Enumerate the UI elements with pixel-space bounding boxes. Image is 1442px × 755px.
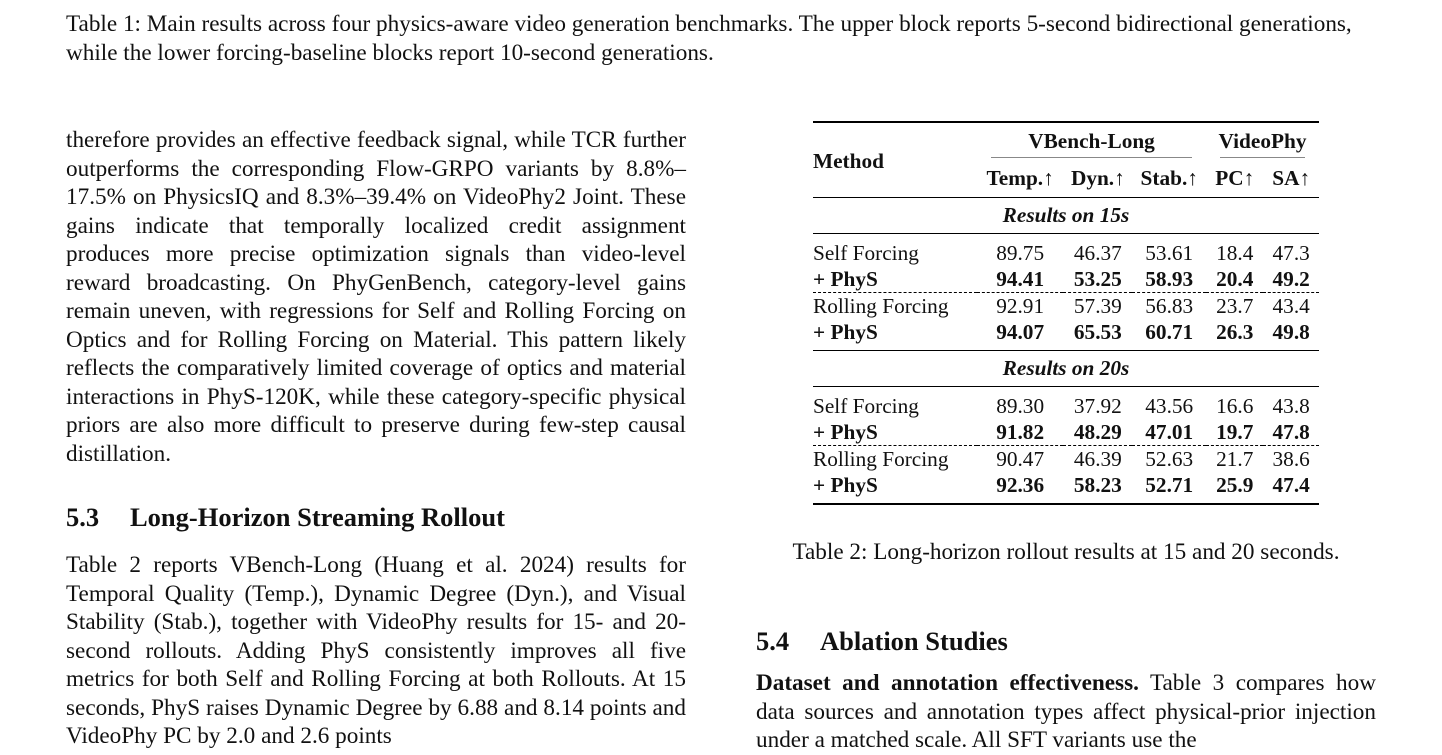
value-cell: 53.25	[1073, 267, 1122, 291]
value-cell: 37.92	[1063, 387, 1132, 420]
table2-caption: Table 2: Long-horizon rollout results at 15 and 20 seconds.	[792, 539, 1340, 565]
table-row	[813, 472, 1319, 504]
cmidrule	[991, 157, 1192, 158]
column-header: Dyn.↑	[1070, 166, 1125, 190]
section-heading	[756, 624, 1376, 658]
table1-caption: Table 1: Main results across four physics-aware video generation benchmarks. The upper block reports 5-second bidirectional generations, while the lower forcing-baseline blocks report 10-second generations.	[66, 11, 1352, 66]
value-cell: 58.23	[1063, 472, 1132, 504]
value-cell: 47.01	[1145, 420, 1194, 444]
value-cell: 92.91	[977, 293, 1063, 320]
table-row	[813, 319, 1319, 351]
value-cell: 89.75	[977, 234, 1063, 267]
body-paragraph: therefore provides an effective feedback signal, while TCR further outperforms the corresponding Flow-GRPO variants by 8.8%–17.5% on PhysicsIQ and 8.3%–39.4% on VideoPhy2 Joint. These gains indicate that temporally localized credit assignment produces more precise optimization signals than video-level reward broadcasting. On PhyGenBench, category-level gains remain uneven, with regressions for Self and Rolling Forcing on Optics and for Rolling Forcing on Material. This pattern likely reflects the comparatively limited coverage of optics and material interactions in PhyS-120K, while these category-specific physical priors are also more difficult to preserve during few-step causal distillation.	[66, 127, 686, 467]
value-cell: 60.71	[1145, 320, 1194, 344]
value-cell: 25.9	[1206, 472, 1263, 504]
section-title: Results on 15s	[813, 198, 1319, 234]
value-cell: 94.07	[996, 320, 1045, 344]
value-cell: 18.4	[1206, 234, 1263, 267]
body-paragraph	[756, 669, 1376, 755]
group-header-vbench	[977, 122, 1206, 161]
body-paragraph: Table 2 reports VBench-Long (Huang et al. 2024) results for Temporal Quality (Temp.), Dynamic Degree (Dyn.), and Visual Stability (Stab.), together with VideoPhy results for 15- and 20-second rollouts. Adding PhyS consistently improves all five metrics for both Self and Rolling Forcing at both Rollouts. At 15 seconds, PhyS raises Dynamic Degree by 6.88 and 8.14 points and VideoPhy PC by 2.0 and 2.6 points	[66, 552, 686, 749]
value-cell: 46.37	[1063, 234, 1132, 267]
value-cell: 26.3	[1216, 320, 1254, 344]
section-title: Results on 20s	[813, 351, 1319, 387]
value-cell: 91.82	[996, 420, 1045, 444]
value-cell: 20.4	[1216, 267, 1254, 291]
value-cell: 19.7	[1216, 420, 1254, 444]
method-cell: + PhyS	[813, 267, 878, 291]
value-cell: 47.3	[1263, 234, 1319, 267]
section-row	[813, 198, 1319, 234]
section-row	[813, 351, 1319, 387]
method-cell: + PhyS	[813, 320, 878, 344]
value-cell: 65.53	[1073, 320, 1122, 344]
value-cell: 43.4	[1263, 293, 1319, 320]
group-label: VBench-Long	[1028, 129, 1155, 153]
value-cell: 49.8	[1272, 320, 1310, 344]
value-cell: 56.83	[1132, 293, 1206, 320]
value-cell: 92.36	[977, 472, 1063, 504]
column-header: SA↑	[1272, 166, 1311, 190]
group-label: VideoPhy	[1218, 129, 1307, 153]
section-title: Long-Horizon Streaming Rollout	[130, 502, 505, 532]
value-cell: 38.6	[1263, 446, 1319, 473]
table-row	[813, 419, 1319, 446]
value-cell: 47.4	[1263, 472, 1319, 504]
section-title: Ablation Studies	[820, 626, 1008, 656]
value-cell: 94.41	[996, 267, 1045, 291]
cmidrule	[1220, 157, 1305, 158]
value-cell: 52.71	[1132, 472, 1206, 504]
section-heading	[66, 500, 686, 534]
column-header: Temp.↑	[986, 166, 1054, 190]
method-column-header: Method	[813, 122, 977, 198]
value-cell: 43.8	[1263, 387, 1319, 420]
column-header: Stab.↑	[1140, 166, 1198, 190]
value-cell: 58.93	[1145, 267, 1194, 291]
table-row	[813, 387, 1319, 420]
value-cell: 48.29	[1073, 420, 1122, 444]
method-cell: Rolling Forcing	[813, 446, 977, 473]
value-cell: 21.7	[1206, 446, 1263, 473]
method-cell: Self Forcing	[813, 234, 977, 267]
section-number: 5.3	[66, 502, 100, 532]
value-cell: 57.39	[1063, 293, 1132, 320]
paragraph-runin-heading: Dataset and annotation effectiveness.	[756, 670, 1139, 696]
method-cell: Self Forcing	[813, 387, 977, 420]
value-cell: 52.63	[1132, 446, 1206, 473]
table-row	[813, 234, 1319, 267]
value-cell: 89.30	[977, 387, 1063, 420]
value-cell: 47.8	[1272, 420, 1310, 444]
table-grid	[813, 121, 1319, 505]
value-cell: 90.47	[977, 446, 1063, 473]
method-cell: + PhyS	[813, 472, 977, 504]
method-cell: + PhyS	[813, 420, 878, 444]
value-cell: 46.39	[1063, 446, 1132, 473]
results-table	[813, 121, 1319, 505]
table-row	[813, 266, 1319, 293]
value-cell: 53.61	[1132, 234, 1206, 267]
table-row	[813, 446, 1319, 473]
value-cell: 23.7	[1206, 293, 1263, 320]
group-header-videophy	[1206, 122, 1319, 161]
column-header: PC↑	[1215, 166, 1255, 190]
value-cell: 16.6	[1206, 387, 1263, 420]
paragraph-text: Table 3 compares how data sources and annotation types affect physical-prior injection under a matched scale. All SFT variants use the	[756, 670, 1376, 753]
method-cell: Rolling Forcing	[813, 293, 977, 320]
section-number: 5.4	[756, 626, 790, 656]
table-row	[813, 293, 1319, 320]
value-cell: 43.56	[1132, 387, 1206, 420]
value-cell: 49.2	[1272, 267, 1310, 291]
